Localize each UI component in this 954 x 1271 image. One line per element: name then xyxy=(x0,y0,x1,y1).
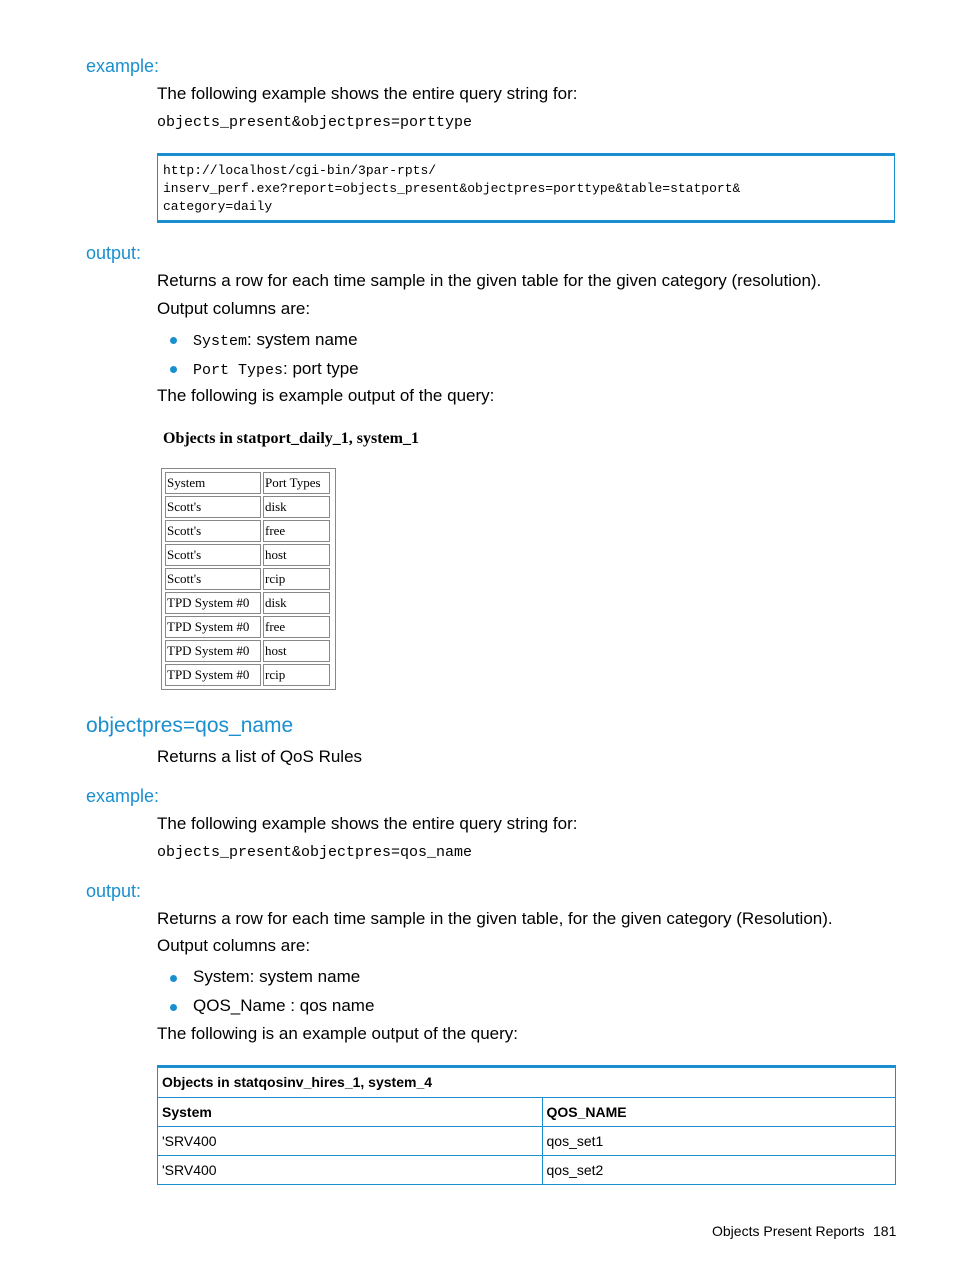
example-heading: example: xyxy=(86,786,160,806)
section-title: objectpres=qos_name xyxy=(86,714,294,737)
example-intro: The following example shows the entire query string for: xyxy=(157,84,578,103)
table-cell: host xyxy=(263,640,330,662)
code-block xyxy=(157,153,895,223)
bullet-icon xyxy=(170,337,177,344)
table-cell: TPD System #0 xyxy=(165,640,261,662)
output-description: Returns a row for each time sample in the given table, for the given category (Resolution). xyxy=(157,909,833,928)
table-cell: TPD System #0 xyxy=(165,664,261,686)
table-cell: disk xyxy=(263,592,330,614)
table-cell: qos_set1 xyxy=(542,1126,895,1155)
table-row xyxy=(165,496,330,518)
example-output-label: The following is an example output of the query: xyxy=(157,1024,518,1043)
column-desc: : port type xyxy=(283,359,359,378)
table-row xyxy=(165,664,330,686)
table-title-row xyxy=(158,1068,895,1097)
bullet-icon xyxy=(170,975,177,982)
bullet-icon xyxy=(170,366,177,373)
table-row xyxy=(165,640,330,662)
porttype-table xyxy=(161,468,336,690)
table-header-row xyxy=(165,472,330,494)
table-cell: rcip xyxy=(263,568,330,590)
output-columns-label: Output columns are: xyxy=(157,936,311,955)
list-item: System: system name xyxy=(193,967,361,986)
column-code: Port Types xyxy=(193,362,284,379)
table-cell: 'SRV400 xyxy=(158,1155,542,1184)
output-description: Returns a row for each time sample in the given table for the given category (resolution). xyxy=(157,271,822,290)
list-item xyxy=(193,359,359,379)
example-heading: example: xyxy=(86,56,160,76)
table-header-row xyxy=(158,1097,895,1126)
bullet-icon xyxy=(170,1004,177,1011)
table-header-cell: QOS_NAME xyxy=(542,1097,895,1126)
page-number: 181 xyxy=(873,1223,897,1239)
code-line: category=daily xyxy=(163,199,273,214)
table-row xyxy=(165,592,330,614)
section-description: Returns a list of QoS Rules xyxy=(157,747,363,766)
table-cell: Scott's xyxy=(165,496,261,518)
table-cell: TPD System #0 xyxy=(165,592,261,614)
table-row xyxy=(165,520,330,542)
table-header-cell: Port Types xyxy=(263,472,330,494)
table-cell: 'SRV400 xyxy=(158,1126,542,1155)
table-cell: TPD System #0 xyxy=(165,616,261,638)
table-title: Objects in statport_daily_1, system_1 xyxy=(163,430,419,447)
table-header-cell: System xyxy=(158,1097,542,1126)
column-desc: : system name xyxy=(247,330,358,349)
table-row xyxy=(165,616,330,638)
qos-table xyxy=(157,1065,896,1185)
output-heading: output: xyxy=(86,243,142,263)
query-string: objects_present&objectpres=porttype xyxy=(157,114,473,131)
output-heading: output: xyxy=(86,881,142,901)
table-cell: free xyxy=(263,520,330,542)
list-item xyxy=(193,330,358,350)
table-cell: host xyxy=(263,544,330,566)
example-intro: The following example shows the entire query string for: xyxy=(157,814,578,833)
table-cell: Scott's xyxy=(165,568,261,590)
column-code: System xyxy=(193,333,248,350)
code-line: http://localhost/cgi-bin/3par-rpts/ xyxy=(163,163,437,178)
table-cell: Scott's xyxy=(165,520,261,542)
table-cell: qos_set2 xyxy=(542,1155,895,1184)
table-header-cell: System xyxy=(165,472,261,494)
output-columns-label: Output columns are: xyxy=(157,299,311,318)
table-cell: Scott's xyxy=(165,544,261,566)
footer-title: Objects Present Reports xyxy=(712,1223,865,1239)
table-row xyxy=(158,1126,895,1155)
table-row xyxy=(165,544,330,566)
query-string: objects_present&objectpres=qos_name xyxy=(157,844,473,861)
table-title: Objects in statqosinv_hires_1, system_4 xyxy=(158,1068,895,1097)
list-item: QOS_Name : qos name xyxy=(193,996,375,1015)
table-row xyxy=(165,568,330,590)
table-cell: rcip xyxy=(263,664,330,686)
code-line: inserv_perf.exe?report=objects_present&objectpres=porttype&table=statport& xyxy=(163,181,741,196)
table-row xyxy=(158,1155,895,1184)
table-cell: free xyxy=(263,616,330,638)
example-output-label: The following is example output of the query: xyxy=(157,386,495,405)
table-cell: disk xyxy=(263,496,330,518)
